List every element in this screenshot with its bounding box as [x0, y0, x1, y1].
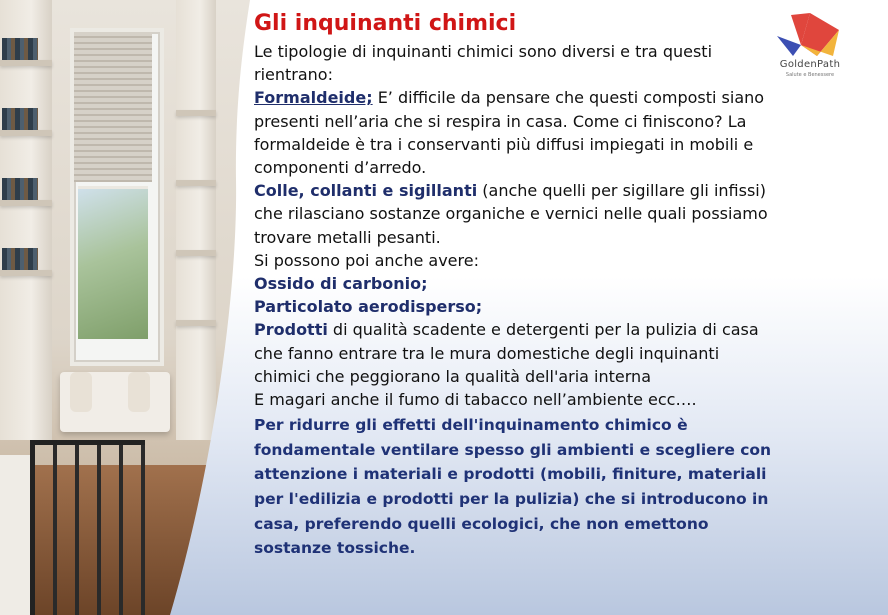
- prodotti-paragraph: [254, 318, 774, 388]
- others-intro: Si possono poi anche avere:: [254, 250, 479, 270]
- intro-text: Le tipologie di inquinanti chimici sono diversi e tra questi rientrano:: [254, 42, 713, 85]
- colle-paragraph: [254, 179, 774, 249]
- bookshelf-left: [0, 0, 52, 440]
- logo-brand-text: GoldenPath: [779, 59, 841, 70]
- ossido-item: Ossido di carbonio;: [254, 274, 428, 294]
- prodotti-term: Prodotti: [254, 320, 328, 340]
- formaldeide-text: E’ difficile da pensare che questi composti siano presenti nell’aria che si respira in casa. Come ci finiscono? La formaldeide è tra i conservanti più diffusi impiegati in mobili e componenti d’arredo.: [254, 88, 765, 178]
- pillow: [128, 372, 150, 412]
- goldenpath-logo: [760, 10, 860, 80]
- conclusion-text: Per ridurre gli effetti dell'inquinamento chimico è fondamentale ventilare spesso gli ambienti e scegliere con attenzione i materiali e prodotti (mobili, finiture, materiali per l'edilizia e prodotti per la pulizia) che si introducono in casa, preferendo quelli ecologici, che non emettono sostanze tossiche.: [254, 416, 772, 558]
- logo-tagline: Salute e Benessere: [785, 72, 835, 78]
- prodotti-text: di qualità scadente e detergenti per la pulizia di casa che fanno entrare tra le mura domestiche degli inquinanti chimici che peggiorano la qualità dell'aria interna: [254, 320, 759, 386]
- window-glass: [78, 186, 148, 339]
- chair: [30, 440, 145, 615]
- pillow: [70, 372, 92, 412]
- colle-term: Colle, collanti e sigillanti: [254, 181, 478, 201]
- bookshelf-right: [176, 0, 216, 440]
- fumo-text: E magari anche il fumo di tabacco nell’ambiente ecc….: [254, 390, 697, 410]
- window-blind: [74, 32, 152, 182]
- colle-text: (anche quelli per sigillare gli infissi) che rilasciano sostanze organiche e vernici nelle quali possiamo trovare metalli pesanti.: [254, 181, 768, 247]
- formaldeide-paragraph: [254, 86, 774, 179]
- logo-mark-icon: [777, 10, 843, 60]
- slide-title: Gli inquinanti chimici: [254, 11, 517, 36]
- desk: [0, 455, 30, 615]
- particolato-item: Particolato aerodisperso;: [254, 297, 483, 317]
- slide-content: [254, 10, 774, 561]
- formaldeide-term: Formaldeide;: [254, 88, 373, 108]
